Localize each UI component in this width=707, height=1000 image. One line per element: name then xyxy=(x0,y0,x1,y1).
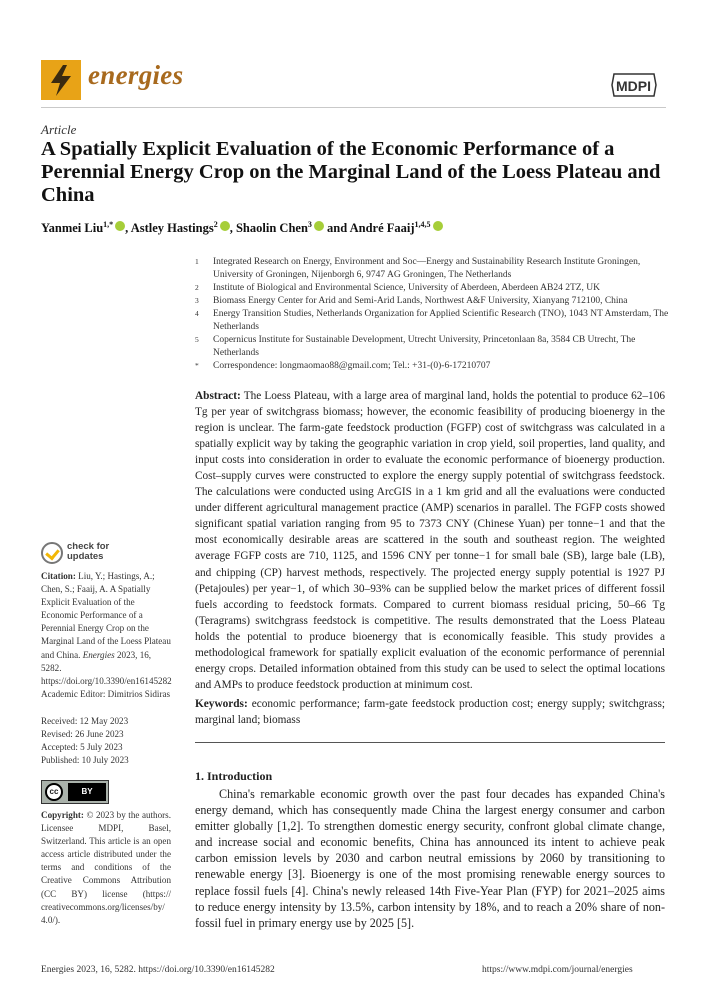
mdpi-logo-text: MDPI xyxy=(616,78,651,94)
received-date: Received: 12 May 2023 xyxy=(41,716,129,726)
affiliation-text: Institute of Biological and Environmental Science, University of Aberdeen, Aberdeen AB24 2TZ, UK xyxy=(213,283,601,293)
abstract-text: The Loess Plateau, with a large area of marginal land, holds the potential to produce 62–106 Tg per year of switchgrass biomass; however, the economic feasibility of producing bioenergy in the region is unclear. The farm-gate feedstock production (FGFP) cost of switchgrass was calculated in a spatially explicit way by taking the geographic variation in crop yield, soil properties, land quality, and input costs into consideration in order to evaluate the economic performance of bioenergy production. Cost–supply curves were constructed to explore the energy supply potential of switchgrass feedstock. The calculations were conducted using ArcGIS in a 1 km grid and all the evaluations were conducted under different agricultural management practice (AMP) scenarios in parallel. The FGFP costs showed significant spatial variation ranging from 95 to 7373 CNY (Chinese Yuan) per tonne−1 and that the most economically desirable areas are scattered in the south and southeast region. The weighted average FGFP costs are 710, 1125, and 1596 CNY per tonne−1 for small bale (SB), large bale (LB), and chipping (CP) harvest methods, respectively. The projected energy supply potential is 1927 PJ (Petajoules) per year−1, of which 30–93% can be supplied below the market prices of different fossil fuels according to feedstock formats. Compared to current biomass residual pricing, 50–66 Tg (Teragrams) switchgrass feedstock is competitive. The results demonstrated that the Loess Plateau holds the potential to produce bioenergy that is economically feasible. This study provides a methodological framework for spatially explicit evaluation of the economic performance of perennial energy crops. Detailed information obtained from this study can be used to select the optimal locations and AMPs to produce feedstock production at minimum cost. xyxy=(195,390,665,691)
copyright-label: Copyright: xyxy=(41,810,84,820)
author-name: Shaolin Chen xyxy=(235,221,308,236)
citation-block xyxy=(41,570,171,688)
affiliation-number: 4 xyxy=(195,309,199,318)
revised-date: Revised: 26 June 2023 xyxy=(41,729,124,740)
affiliation-item xyxy=(195,334,675,360)
introduction-paragraph: China's remarkable economic growth over the past four decades has expanded China's energy demand, which has consequently made China the largest energy consumer and carbon emitter globally [1,2]. To strengthen domestic energy security, confront global climate change, and increase social and economic benefits, China has announced its intent to achieve peak carbon emission levels by 2030 and carbon neutral emissions by 2060 by transitioning to renewable energy [3]. Bioenergy is one of the most promising renewable energy sources to replace fossil fuels [4]. China's newly released 14th Five-Year Plan (FYP) for 2021–2025 aims to reduce energy intensity by 13.5%, carbon intensity by 18%, and to reach a 20% share of non-fossil fuel in primary energy use by 2025 [5]. xyxy=(195,787,665,930)
by-icon: BY xyxy=(68,783,106,801)
affiliation-text: Biomass Energy Center for Arid and Semi-Arid Lands, Northwest A&F University, Xianyang 712100, China xyxy=(213,296,628,306)
mdpi-logo[interactable] xyxy=(610,70,658,100)
affiliation-number: 3 xyxy=(195,296,199,305)
affiliation-item xyxy=(195,282,675,295)
keywords xyxy=(195,696,665,728)
article-type: Article xyxy=(41,122,77,137)
citation-label: Citation: xyxy=(41,571,76,581)
keywords-text: economic performance; farm-gate feedstock production cost; energy supply; switchgrass; marginal land; biomass xyxy=(195,698,666,726)
header-divider xyxy=(41,107,666,108)
cc-icon: cc xyxy=(45,783,63,801)
citation-text: Liu, Y.; Hastings, A.; Chen, S.; Faaij, A. A Spatially Explicit Evaluation of the Economic Performance of a Perennial Energy Crop on the Marginal Land of the Loess Plateau and China. xyxy=(41,571,171,660)
footer-citation[interactable]: Energies 2023, 16, 5282. https://doi.org/10.3390/en16145282 xyxy=(41,965,275,975)
published-date: Published: 10 July 2023 xyxy=(41,755,129,766)
affiliation-item xyxy=(195,308,675,334)
citation-doi[interactable]: 2023, 16, 5282. https://doi.org/10.3390/en16145282 xyxy=(41,649,172,686)
affiliation-item xyxy=(195,295,675,308)
keywords-label: Keywords: xyxy=(195,698,248,710)
affiliation-text: Copernicus Institute for Sustainable Development, Utrecht University, Princetonlaan 8a, 3584 CB Utrecht, The Netherlands xyxy=(213,335,636,358)
orcid-icon[interactable] xyxy=(433,221,443,231)
abstract-label: Abstract: xyxy=(195,390,241,402)
journal-logo xyxy=(41,60,81,100)
publication-dates xyxy=(41,715,171,767)
affiliation-number: 5 xyxy=(195,335,199,344)
author-affiliation-mark: 1,* xyxy=(103,220,114,229)
article-title: A Spatially Explicit Evaluation of the Economic Performance of a Perennial Energy Crop on the Marginal Land of the Loess Plateau and China xyxy=(41,138,661,206)
orcid-icon[interactable] xyxy=(220,221,230,231)
affiliation-number: 1 xyxy=(195,257,199,266)
check-updates-label: check for updates xyxy=(67,541,110,562)
affiliation-number: 2 xyxy=(195,283,199,292)
author-affiliation-mark: 2 xyxy=(213,220,218,229)
affiliation-item xyxy=(195,360,675,373)
author-separator: , xyxy=(229,221,236,236)
section-divider xyxy=(195,742,665,743)
author-affiliation-mark: 1,4,5 xyxy=(414,220,431,229)
academic-editor: Academic Editor: Dimitrios Sidiras xyxy=(41,689,171,699)
author-separator: , xyxy=(125,221,131,236)
author-list xyxy=(41,220,443,236)
citation-journal: Energies xyxy=(82,649,115,660)
check-updates-icon xyxy=(41,542,63,564)
abstract xyxy=(195,388,665,693)
section-heading: 1. Introduction xyxy=(195,769,273,783)
orcid-icon[interactable] xyxy=(115,221,125,231)
affiliation-text: Integrated Research on Energy, Environment and Soc—Energy and Sustainability Research Institute Groningen, University of Groningen, Nijenborgh 6, 9747 AG Groningen, The Netherlands xyxy=(213,257,641,280)
orcid-icon[interactable] xyxy=(314,221,324,231)
accepted-date: Accepted: 5 July 2023 xyxy=(41,742,123,753)
author-name: Astley Hastings xyxy=(130,221,214,236)
affiliations xyxy=(195,256,675,373)
copyright-notice xyxy=(41,809,171,927)
affiliation-item xyxy=(195,256,675,282)
check-for-updates-button[interactable] xyxy=(41,542,161,568)
lightning-icon xyxy=(41,60,81,100)
author-separator: and xyxy=(323,221,350,236)
cc-by-license-badge[interactable] xyxy=(41,780,109,804)
journal-name[interactable]: energies xyxy=(88,60,184,90)
affiliation-text: Energy Transition Studies, Netherlands Organization for Applied Scientific Research (TNO), 1043 NT Amsterdam, The Netherlands xyxy=(213,309,669,332)
author-name: Yanmei Liu xyxy=(41,221,104,236)
author-name: André Faaij xyxy=(349,221,415,236)
affiliation-number: * xyxy=(195,361,199,370)
footer-journal-url[interactable]: https://www.mdpi.com/journal/energies xyxy=(482,965,633,975)
affiliation-text: Correspondence: longmaomao88@gmail.com; Tel.: +31-(0)-6-17210707 xyxy=(213,361,491,371)
author-affiliation-mark: 3 xyxy=(307,220,312,229)
copyright-text: © 2023 by the authors. Licensee MDPI, Basel, Switzerland. This article is an open access article distributed under the terms and conditions of the Creative Commons Attribution (CC BY) license (https:// creativecommons.org/licenses/by/ 4.0/). xyxy=(41,810,171,925)
